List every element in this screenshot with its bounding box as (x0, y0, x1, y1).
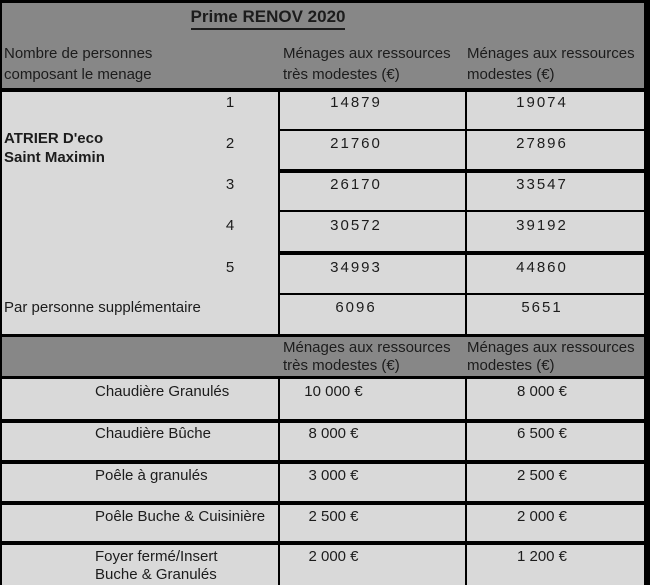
row-divider (278, 293, 650, 295)
row-divider (0, 460, 650, 464)
income-very-modest-cell: 30572 (330, 217, 382, 234)
org-name-line1: ATRIER D'eco (4, 130, 104, 147)
row-divider (0, 541, 650, 545)
person-count-cell: 4 (225, 217, 235, 234)
income-modest-cell: 33547 (516, 176, 568, 193)
very-modest-header-line1: Ménages aux ressources (283, 45, 451, 62)
aid-very-modest-header-line1: Ménages aux ressources (283, 339, 451, 356)
table-right-border (644, 0, 650, 585)
modest-header-line1: Ménages aux ressources (467, 45, 635, 62)
aid-modest-cell: 2 000 € (516, 508, 568, 525)
person-count-cell: 2 (225, 135, 235, 152)
aid-very-modest-cell: 8 000 € (308, 425, 359, 442)
income-very-modest-cell: 26170 (330, 176, 382, 193)
table-left-border (0, 0, 2, 585)
org-name-line2: Saint Maximin (4, 149, 105, 166)
aid-row-label: Chaudière Granulés (95, 383, 230, 400)
aid-very-modest-header-line2: très modestes (€) (283, 357, 400, 374)
aid-modest-header-line2: modestes (€) (467, 357, 555, 374)
modest-header-line2: modestes (€) (467, 66, 555, 83)
row-divider (278, 129, 650, 131)
aid-very-modest-cell: 2 000 € (308, 548, 359, 565)
person-count-cell: 3 (225, 176, 235, 193)
income-modest-cell: 44860 (516, 259, 568, 276)
person-count-header-line1: Nombre de personnes (4, 45, 153, 62)
income-modest-cell: 19074 (516, 94, 568, 111)
aid-very-modest-cell: 3 000 € (308, 467, 359, 484)
aid-row-label: Poêle Buche & Cuisinière (95, 508, 266, 525)
income-very-modest-cell: 34993 (330, 259, 382, 276)
very-modest-header-line2: très modestes (€) (283, 66, 400, 83)
extra-person-modest-cell: 5651 (521, 299, 563, 316)
row-divider (278, 210, 650, 212)
aid-very-modest-cell: 10 000 € (304, 383, 363, 400)
aid-modest-cell: 2 500 € (516, 467, 568, 484)
aid-very-modest-cell: 2 500 € (308, 508, 359, 525)
aid-modest-cell: 8 000 € (516, 383, 568, 400)
income-modest-cell: 27896 (516, 135, 568, 152)
aid-modest-cell: 6 500 € (516, 425, 568, 442)
income-modest-cell: 39192 (516, 217, 568, 234)
header-bottom-border (0, 88, 650, 92)
aid-row-label: Chaudière Bûche (95, 425, 211, 442)
row-divider (0, 419, 650, 423)
person-count-header-line2: composant le menage (4, 66, 152, 83)
aid-modest-header-line1: Ménages aux ressources (467, 339, 635, 356)
income-very-modest-cell: 14879 (330, 94, 382, 111)
person-count-cell: 1 (225, 94, 235, 111)
aid-row-label-line2: Buche & Granulés (95, 566, 217, 583)
extra-person-very-modest-cell: 6096 (335, 299, 377, 316)
extra-person-label: Par personne supplémentaire (4, 299, 201, 316)
income-very-modest-cell: 21760 (330, 135, 382, 152)
row-divider (0, 501, 650, 505)
page-title-text: Prime RENOV 2020 (191, 7, 346, 30)
aid-row-label: Poêle à granulés (95, 467, 208, 484)
row-divider (278, 251, 650, 255)
person-count-cell: 5 (225, 259, 235, 276)
aid-band-bottom-border (0, 376, 650, 379)
aid-row-label-line1: Foyer fermé/Insert (95, 548, 218, 565)
page-title (100, 7, 436, 30)
table-top-border (0, 0, 650, 3)
row-divider (278, 169, 650, 173)
aid-modest-cell: 1 200 € (516, 548, 568, 565)
